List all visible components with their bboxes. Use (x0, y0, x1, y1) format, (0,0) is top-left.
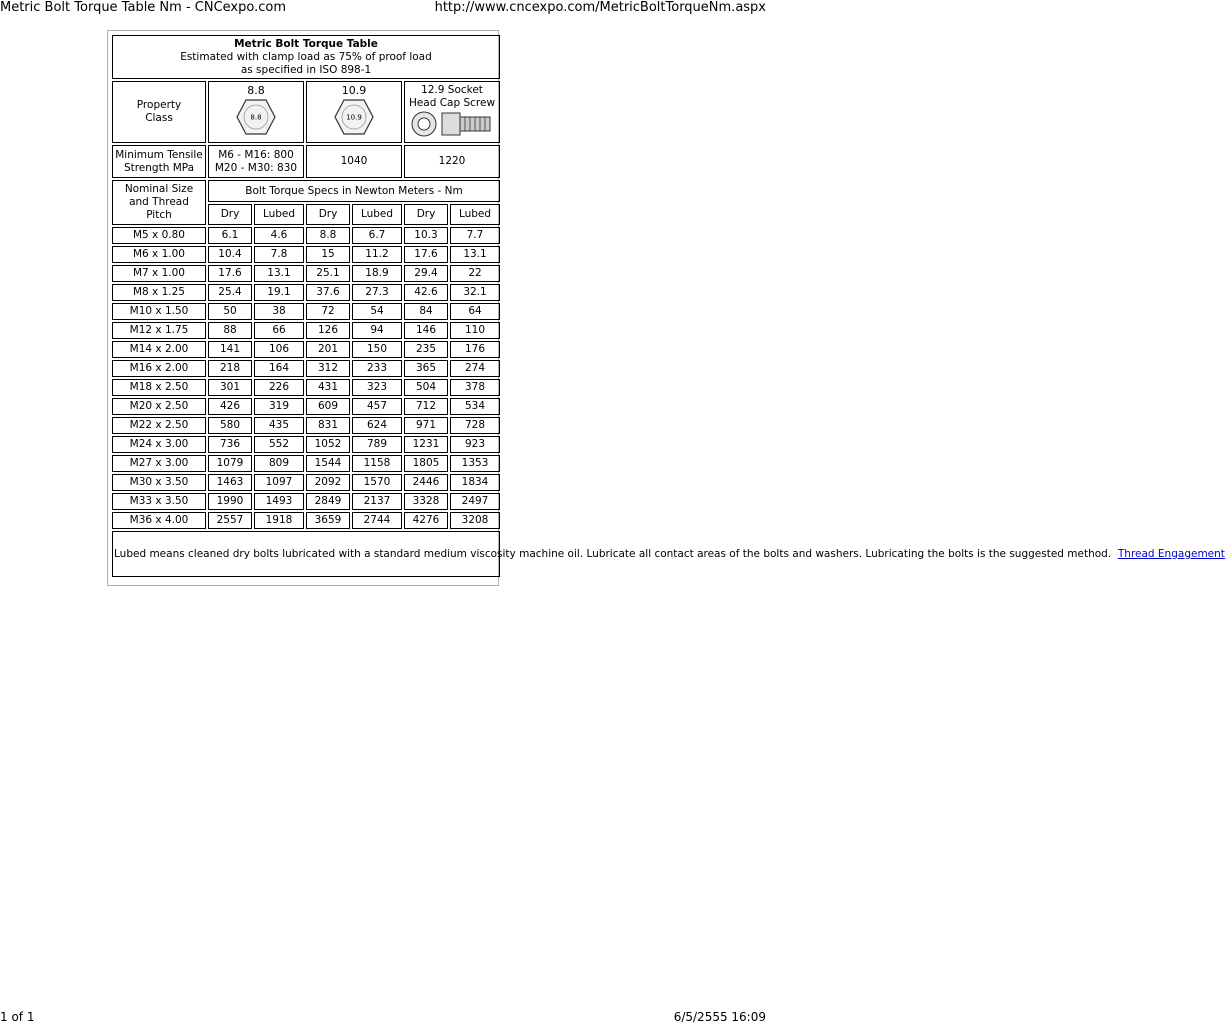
bolt-size-cell: M5 x 0.80 (112, 227, 206, 244)
table-row (112, 455, 500, 472)
torque-value-cell: 233 (352, 360, 402, 377)
bolt-size-cell: M12 x 1.75 (112, 322, 206, 339)
torque-value-cell: 7.7 (450, 227, 500, 244)
lubrication-note (112, 531, 1225, 577)
class-10-9-cell (306, 81, 402, 143)
torque-value-cell: 201 (306, 341, 350, 358)
torque-value-cell: 1834 (450, 474, 500, 491)
lubrication-note-text: Lubed means cleaned dry bolts lubricated with a standard medium viscosity machine oil. Lubricate all contact areas of the bolts and washers. Lubricating the bolts is the suggested method. (114, 548, 1112, 560)
torque-value-cell: 365 (404, 360, 448, 377)
thread-engagement-link[interactable]: Thread Engagement (1117, 548, 1225, 560)
torque-value-cell: 25.1 (306, 265, 350, 282)
strength-label: Minimum Tensile Strength MPa (112, 145, 206, 178)
torque-value-cell: 15 (306, 246, 350, 263)
hex-bolt-head-10-9-icon (332, 97, 376, 137)
torque-value-cell: 218 (208, 360, 252, 377)
torque-value-cell: 6.7 (352, 227, 402, 244)
table-row (112, 246, 500, 263)
col-lubed-10-9: Lubed (352, 204, 402, 225)
table-row (112, 493, 500, 510)
torque-value-cell: 2446 (404, 474, 448, 491)
torque-value-cell: 150 (352, 341, 402, 358)
torque-value-cell: 110 (450, 322, 500, 339)
torque-value-cell: 319 (254, 398, 304, 415)
metric-bolt-torque-table (110, 33, 1225, 579)
torque-value-cell: 831 (306, 417, 350, 434)
torque-value-cell: 106 (254, 341, 304, 358)
torque-value-cell: 609 (306, 398, 350, 415)
strength-10-9: 1040 (306, 145, 402, 178)
class-12-9-label: 12.9 Socket Head Cap Screw (408, 84, 496, 109)
hex-bolt-head-8-8-icon (234, 97, 278, 137)
table-title-cell (112, 35, 500, 79)
svg-text:8.8: 8.8 (250, 113, 262, 121)
torque-value-cell: 29.4 (404, 265, 448, 282)
table-row (112, 417, 500, 434)
torque-value-cell: 552 (254, 436, 304, 453)
torque-value-cell: 624 (352, 417, 402, 434)
torque-value-cell: 7.8 (254, 246, 304, 263)
torque-value-cell: 1052 (306, 436, 350, 453)
strength-8-8: M6 - M16: 800 M20 - M30: 830 (208, 145, 304, 178)
torque-value-cell: 6.1 (208, 227, 252, 244)
torque-value-cell: 312 (306, 360, 350, 377)
class-8-8-cell (208, 81, 304, 143)
torque-value-cell: 736 (208, 436, 252, 453)
torque-value-cell: 25.4 (208, 284, 252, 301)
torque-value-cell: 2744 (352, 512, 402, 529)
torque-value-cell: 457 (352, 398, 402, 415)
class-12-9-cell (404, 81, 500, 143)
table-subtitle-1: Estimated with clamp load as 75% of proof load (180, 50, 432, 63)
torque-value-cell: 37.6 (306, 284, 350, 301)
torque-value-cell: 11.2 (352, 246, 402, 263)
torque-value-cell: 2557 (208, 512, 252, 529)
torque-value-cell: 504 (404, 379, 448, 396)
torque-value-cell: 580 (208, 417, 252, 434)
torque-value-cell: 1231 (404, 436, 448, 453)
col-dry-8-8: Dry (208, 204, 252, 225)
col-lubed-12-9: Lubed (450, 204, 500, 225)
torque-value-cell: 84 (404, 303, 448, 320)
table-row (112, 474, 500, 491)
col-dry-10-9: Dry (306, 204, 350, 225)
bolt-size-cell: M20 x 2.50 (112, 398, 206, 415)
torque-spec-header: Bolt Torque Specs in Newton Meters - Nm (208, 180, 500, 202)
table-row (112, 322, 500, 339)
torque-value-cell: 2849 (306, 493, 350, 510)
torque-value-cell: 141 (208, 341, 252, 358)
table-row (112, 265, 500, 282)
strength-12-9: 1220 (404, 145, 500, 178)
table-row (112, 360, 500, 377)
torque-value-cell: 301 (208, 379, 252, 396)
torque-value-cell: 42.6 (404, 284, 448, 301)
torque-value-cell: 274 (450, 360, 500, 377)
torque-value-cell: 146 (404, 322, 448, 339)
torque-value-cell: 1805 (404, 455, 448, 472)
torque-value-cell: 72 (306, 303, 350, 320)
torque-value-cell: 789 (352, 436, 402, 453)
torque-value-cell: 809 (254, 455, 304, 472)
bolt-size-cell: M22 x 2.50 (112, 417, 206, 434)
torque-value-cell: 923 (450, 436, 500, 453)
class-8-8-label: 8.8 (247, 83, 265, 97)
torque-value-cell: 13.1 (450, 246, 500, 263)
socket-head-cap-screw-icon (410, 110, 494, 138)
bolt-size-cell: M16 x 2.00 (112, 360, 206, 377)
torque-value-cell: 2092 (306, 474, 350, 491)
torque-value-cell: 1097 (254, 474, 304, 491)
table-row (112, 303, 500, 320)
torque-value-cell: 1918 (254, 512, 304, 529)
torque-value-cell: 10.4 (208, 246, 252, 263)
bolt-size-cell: M14 x 2.00 (112, 341, 206, 358)
torque-value-cell: 323 (352, 379, 402, 396)
torque-value-cell: 4.6 (254, 227, 304, 244)
bolt-size-cell: M8 x 1.25 (112, 284, 206, 301)
bolt-size-cell: M10 x 1.50 (112, 303, 206, 320)
torque-value-cell: 971 (404, 417, 448, 434)
table-row (112, 379, 500, 396)
torque-value-cell: 1353 (450, 455, 500, 472)
torque-value-cell: 176 (450, 341, 500, 358)
torque-table-container (107, 30, 1225, 586)
property-class-label: Property Class (112, 81, 206, 143)
bolt-size-cell: M30 x 3.50 (112, 474, 206, 491)
torque-value-cell: 50 (208, 303, 252, 320)
table-title: Metric Bolt Torque Table (234, 37, 378, 50)
bolt-size-cell: M33 x 3.50 (112, 493, 206, 510)
table-row (112, 341, 500, 358)
torque-value-cell: 17.6 (208, 265, 252, 282)
torque-value-cell: 164 (254, 360, 304, 377)
torque-value-cell: 3659 (306, 512, 350, 529)
torque-value-cell: 88 (208, 322, 252, 339)
torque-value-cell: 435 (254, 417, 304, 434)
torque-value-cell: 1990 (208, 493, 252, 510)
torque-value-cell: 18.9 (352, 265, 402, 282)
print-header-url: http://www.cncexpo.com/MetricBoltTorqueNm.aspx (434, 0, 766, 15)
table-row (112, 512, 500, 529)
bolt-size-cell: M6 x 1.00 (112, 246, 206, 263)
torque-value-cell: 8.8 (306, 227, 350, 244)
torque-value-cell: 1570 (352, 474, 402, 491)
torque-value-cell: 94 (352, 322, 402, 339)
bolt-size-cell: M7 x 1.00 (112, 265, 206, 282)
print-header-title: Metric Bolt Torque Table Nm - CNCexpo.com (0, 0, 286, 15)
torque-value-cell: 712 (404, 398, 448, 415)
torque-value-cell: 431 (306, 379, 350, 396)
torque-value-cell: 1544 (306, 455, 350, 472)
col-lubed-8-8: Lubed (254, 204, 304, 225)
torque-value-cell: 4276 (404, 512, 448, 529)
torque-value-cell: 19.1 (254, 284, 304, 301)
torque-value-cell: 32.1 (450, 284, 500, 301)
torque-value-cell: 66 (254, 322, 304, 339)
torque-value-cell: 2137 (352, 493, 402, 510)
table-subtitle-2: as specified in ISO 898-1 (240, 63, 372, 76)
torque-value-cell: 27.3 (352, 284, 402, 301)
torque-value-cell: 64 (450, 303, 500, 320)
nominal-size-label: Nominal Size and Thread Pitch (112, 180, 206, 225)
torque-value-cell: 728 (450, 417, 500, 434)
class-10-9-label: 10.9 (341, 83, 367, 97)
torque-value-cell: 54 (352, 303, 402, 320)
table-row (112, 436, 500, 453)
table-row (112, 398, 500, 415)
torque-value-cell: 426 (208, 398, 252, 415)
torque-value-cell: 10.3 (404, 227, 448, 244)
torque-value-cell: 378 (450, 379, 500, 396)
bolt-size-cell: M24 x 3.00 (112, 436, 206, 453)
torque-value-cell: 126 (306, 322, 350, 339)
torque-value-cell: 1463 (208, 474, 252, 491)
print-footer-datetime: 6/5/2555 16:09 (673, 1010, 766, 1024)
torque-value-cell: 534 (450, 398, 500, 415)
torque-value-cell: 2497 (450, 493, 500, 510)
torque-value-cell: 1493 (254, 493, 304, 510)
col-dry-12-9: Dry (404, 204, 448, 225)
torque-value-cell: 235 (404, 341, 448, 358)
svg-text:10.9: 10.9 (346, 113, 362, 121)
bolt-size-cell: M27 x 3.00 (112, 455, 206, 472)
torque-value-cell: 22 (450, 265, 500, 282)
torque-value-cell: 226 (254, 379, 304, 396)
torque-value-cell: 3328 (404, 493, 448, 510)
torque-value-cell: 13.1 (254, 265, 304, 282)
table-row (112, 284, 500, 301)
bolt-size-cell: M18 x 2.50 (112, 379, 206, 396)
torque-value-cell: 17.6 (404, 246, 448, 263)
torque-value-cell: 3208 (450, 512, 500, 529)
torque-value-cell: 1079 (208, 455, 252, 472)
bolt-size-cell: M36 x 4.00 (112, 512, 206, 529)
table-row (112, 227, 500, 244)
torque-value-cell: 1158 (352, 455, 402, 472)
print-footer-page-count: 1 of 1 (0, 1010, 35, 1024)
torque-value-cell: 38 (254, 303, 304, 320)
